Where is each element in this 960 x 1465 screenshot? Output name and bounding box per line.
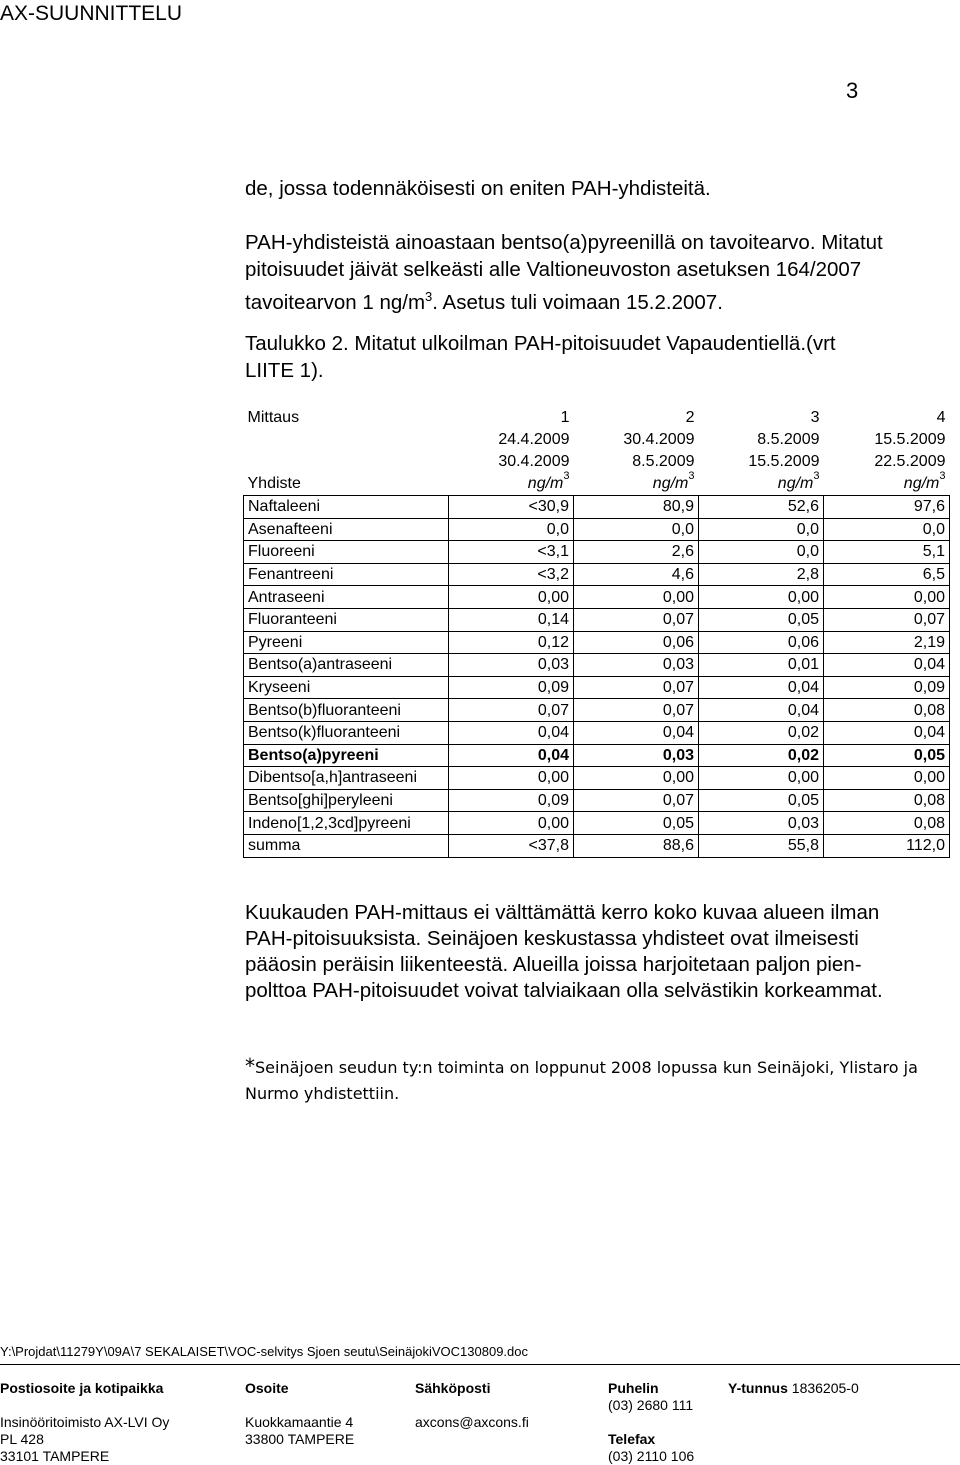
footer-col-business-id: [728, 1380, 859, 1397]
table-row: [244, 812, 950, 835]
concentration-value: 0,07: [449, 699, 574, 722]
concentration-value: 0,04: [824, 654, 950, 677]
concentration-value: 112,0: [824, 834, 950, 857]
concentration-value: 0,07: [574, 789, 699, 812]
concentration-value: 4,6: [574, 563, 699, 586]
text-line: tavoitearvon 1 ng/m: [245, 290, 426, 314]
yhdiste-label: Yhdiste: [244, 473, 449, 496]
compound-name: Bentso(a)antraseeni: [244, 654, 449, 677]
footer-text: 33101 TAMPERE: [0, 1448, 110, 1464]
concentration-value: <3,1: [449, 541, 574, 564]
footer-divider: [0, 1364, 960, 1365]
table-row: [244, 518, 950, 541]
table-row: [244, 789, 950, 812]
concentration-value: 0,04: [449, 721, 574, 744]
concentration-value: 0,08: [824, 699, 950, 722]
company-name: AX-SUUNNITTELU: [0, 2, 183, 25]
concentration-value: 0,00: [574, 767, 699, 790]
concentration-value: 0,00: [574, 586, 699, 609]
footer-heading: Puhelin: [608, 1380, 659, 1396]
concentration-value: 0,04: [449, 744, 574, 767]
start-date: 24.4.2009: [498, 431, 570, 448]
concentration-value: 80,9: [574, 496, 699, 519]
compound-name: Fluoreeni: [244, 541, 449, 564]
concentration-value: <30,9: [449, 496, 574, 519]
compound-name: Dibentso[a,h]antraseeni: [244, 767, 449, 790]
text-line: pitoisuudet jäivät selkeästi alle Valtioneuvoston asetuksen 164/2007: [245, 258, 862, 281]
concentration-value: 0,00: [699, 767, 824, 790]
measurement-number: 2: [685, 409, 695, 426]
start-date: 15.5.2009: [874, 431, 946, 448]
concentration-value: 0,05: [574, 812, 699, 835]
paragraph-conclusion: [245, 900, 883, 1004]
footer-col-address: [245, 1380, 354, 1448]
concentration-value: 0,03: [699, 812, 824, 835]
end-date: 30.4.2009: [498, 453, 570, 470]
concentration-value: 0,00: [449, 586, 574, 609]
table-row: [244, 631, 950, 654]
compound-name: Bentso[ghi]peryleeni: [244, 789, 449, 812]
paragraph-target-value: [245, 229, 883, 316]
concentration-value: 0,04: [574, 721, 699, 744]
end-date: 22.5.2009: [874, 453, 946, 470]
footer-heading: Osoite: [245, 1380, 289, 1396]
concentration-value: 52,6: [699, 496, 824, 519]
footer-heading: Y-tunnus: [728, 1380, 788, 1396]
table-row: [244, 699, 950, 722]
file-path: Y:\Projdat\11279Y\09A\7 SEKALAISET\VOC-selvitys Sjoen seutu\SeinäjokiVOC130809.doc: [0, 1344, 529, 1359]
measurement-number: 4: [936, 409, 946, 426]
business-id: 1836205-0: [791, 1380, 859, 1396]
compound-name: Bentso(b)fluoranteeni: [244, 699, 449, 722]
compound-name: Asenafteeni: [244, 518, 449, 541]
unit-label: $ng/m^3$: [824, 473, 950, 496]
header-row-units: [244, 473, 950, 496]
unit-label: $ng/m^3$: [574, 473, 699, 496]
concentration-value: 0,0: [449, 518, 574, 541]
concentration-value: 0,03: [574, 744, 699, 767]
table-row: [244, 767, 950, 790]
footer-phone: (03) 2680 111: [608, 1397, 694, 1413]
end-date: 15.5.2009: [748, 453, 820, 470]
header-row-measurement: [244, 407, 950, 429]
footer-email: axcons@axcons.fi: [415, 1414, 529, 1430]
concentration-value: 0,06: [574, 631, 699, 654]
text-line: PAH-yhdisteistä ainoastaan bentso(a)pyreenillä on tavoitearvo. Mitatut: [245, 231, 883, 254]
caption-line: Taulukko 2. Mitatut ulkoilman PAH-pitoisuudet Vapaudentiellä.(vrt: [245, 332, 836, 355]
concentration-value: 0,07: [574, 699, 699, 722]
concentration-value: 0,08: [824, 789, 950, 812]
concentration-value: 0,00: [449, 767, 574, 790]
pah-table: [243, 407, 950, 858]
concentration-value: 88,6: [574, 834, 699, 857]
compound-name: Antraseeni: [244, 586, 449, 609]
end-date: 8.5.2009: [632, 453, 695, 470]
header-row-end-date: [244, 451, 950, 473]
footer-text: PL 428: [0, 1431, 44, 1447]
header-row-start-date: [244, 429, 950, 451]
text-line: Kuukauden PAH-mittaus ei välttämättä kerro koko kuvaa alueen ilman: [245, 901, 880, 924]
concentration-value: 0,00: [449, 812, 574, 835]
concentration-value: 6,5: [824, 563, 950, 586]
compound-name: Bentso(a)pyreeni: [244, 744, 449, 767]
footer-text: Kuokkamaantie 4: [245, 1414, 354, 1430]
concentration-value: 0,07: [824, 608, 950, 631]
concentration-value: 0,00: [699, 586, 824, 609]
table-row: [244, 676, 950, 699]
footer-col-postal: [0, 1380, 169, 1465]
measurement-number: 1: [560, 409, 570, 426]
superscript: 3: [425, 289, 433, 304]
concentration-value: 0,02: [699, 721, 824, 744]
concentration-value: 0,03: [574, 654, 699, 677]
paragraph-intro: de, jossa todennäköisesti on eniten PAH-yhdisteitä.: [245, 177, 711, 200]
unit-label: $ng/m^3$: [699, 473, 824, 496]
concentration-value: 0,01: [699, 654, 824, 677]
start-date: 8.5.2009: [757, 431, 820, 448]
concentration-value: 0,0: [699, 518, 824, 541]
concentration-value: 0,03: [449, 654, 574, 677]
concentration-value: <3,2: [449, 563, 574, 586]
concentration-value: <37,8: [449, 834, 574, 857]
concentration-value: 0,07: [574, 676, 699, 699]
concentration-value: 0,00: [824, 767, 950, 790]
table-caption: [245, 330, 836, 384]
concentration-value: 0,0: [824, 518, 950, 541]
concentration-value: 5,1: [824, 541, 950, 564]
compound-name: summa: [244, 834, 449, 857]
table-row: [244, 608, 950, 631]
footer-heading: Sähköposti: [415, 1380, 491, 1396]
compound-name: Naftaleeni: [244, 496, 449, 519]
concentration-value: 0,09: [449, 676, 574, 699]
concentration-value: 0,05: [699, 608, 824, 631]
concentration-value: 0,0: [574, 518, 699, 541]
table-row: [244, 721, 950, 744]
concentration-value: 0,12: [449, 631, 574, 654]
concentration-value: 55,8: [699, 834, 824, 857]
compound-name: Pyreeni: [244, 631, 449, 654]
mittaus-label: Mittaus: [247, 409, 300, 426]
footer-text: Insinööritoimisto AX-LVI Oy: [0, 1414, 170, 1430]
footer-heading: Telefax: [608, 1431, 656, 1447]
footer-heading: Postiosoite ja kotipaikka: [0, 1380, 164, 1396]
measurement-number: 3: [810, 409, 820, 426]
concentration-value: 0,09: [824, 676, 950, 699]
concentration-value: 0,02: [699, 744, 824, 767]
footer-col-email: [415, 1380, 529, 1431]
compound-name: Kryseeni: [244, 676, 449, 699]
table-row: [244, 654, 950, 677]
table-row: [244, 834, 950, 857]
text-line: PAH-pitoisuuksista. Seinäjoen keskustassa yhdisteet ovat ilmeisesti: [245, 927, 859, 950]
table-row: [244, 744, 950, 767]
concentration-value: 0,04: [699, 699, 824, 722]
text-line: . Asetus tuli voimaan 15.2.2007.: [432, 290, 723, 314]
footnote-line: Nurmo yhdistettiin.: [245, 1084, 400, 1103]
unit-label: $ng/m^3$: [449, 473, 574, 496]
footer-text: 33800 TAMPERE: [245, 1431, 355, 1447]
compound-name: Fluoranteeni: [244, 608, 449, 631]
table-row: [244, 496, 950, 519]
table-row: [244, 586, 950, 609]
concentration-value: 0,07: [574, 608, 699, 631]
compound-name: Fenantreeni: [244, 563, 449, 586]
concentration-value: 0,04: [824, 721, 950, 744]
concentration-value: 0,04: [699, 676, 824, 699]
footnote: [245, 1053, 918, 1107]
page-number: 3: [846, 78, 859, 103]
concentration-value: 0,09: [449, 789, 574, 812]
concentration-value: 0,0: [699, 541, 824, 564]
footnote-line: Seinäjoen seudun ty:n toiminta on loppunut 2008 lopussa kun Seinäjoki, Ylistaro ja: [255, 1058, 918, 1077]
compound-name: Indeno[1,2,3cd]pyreeni: [244, 812, 449, 835]
footnote-star: *: [245, 1054, 255, 1078]
start-date: 30.4.2009: [623, 431, 695, 448]
text-line: pääosin peräisin liikenteestä. Alueilla joissa harjoitetaan paljon pien-: [245, 953, 862, 976]
concentration-value: 97,6: [824, 496, 950, 519]
footer-fax: (03) 2110 106: [608, 1448, 695, 1464]
concentration-value: 0,05: [699, 789, 824, 812]
concentration-value: 2,6: [574, 541, 699, 564]
concentration-value: 0,14: [449, 608, 574, 631]
table-row: [244, 541, 950, 564]
concentration-value: 2,8: [699, 563, 824, 586]
text-line: polttoa PAH-pitoisuudet voivat talviaikaan olla selvästikin korkeammat.: [245, 979, 883, 1002]
concentration-value: 0,06: [699, 631, 824, 654]
concentration-value: 0,05: [824, 744, 950, 767]
footer-col-phone: [608, 1380, 694, 1465]
concentration-value: 0,08: [824, 812, 950, 835]
concentration-value: 2,19: [824, 631, 950, 654]
concentration-value: 0,00: [824, 586, 950, 609]
compound-name: Bentso(k)fluoranteeni: [244, 721, 449, 744]
table-row: [244, 563, 950, 586]
caption-line: LIITE 1).: [245, 359, 324, 382]
